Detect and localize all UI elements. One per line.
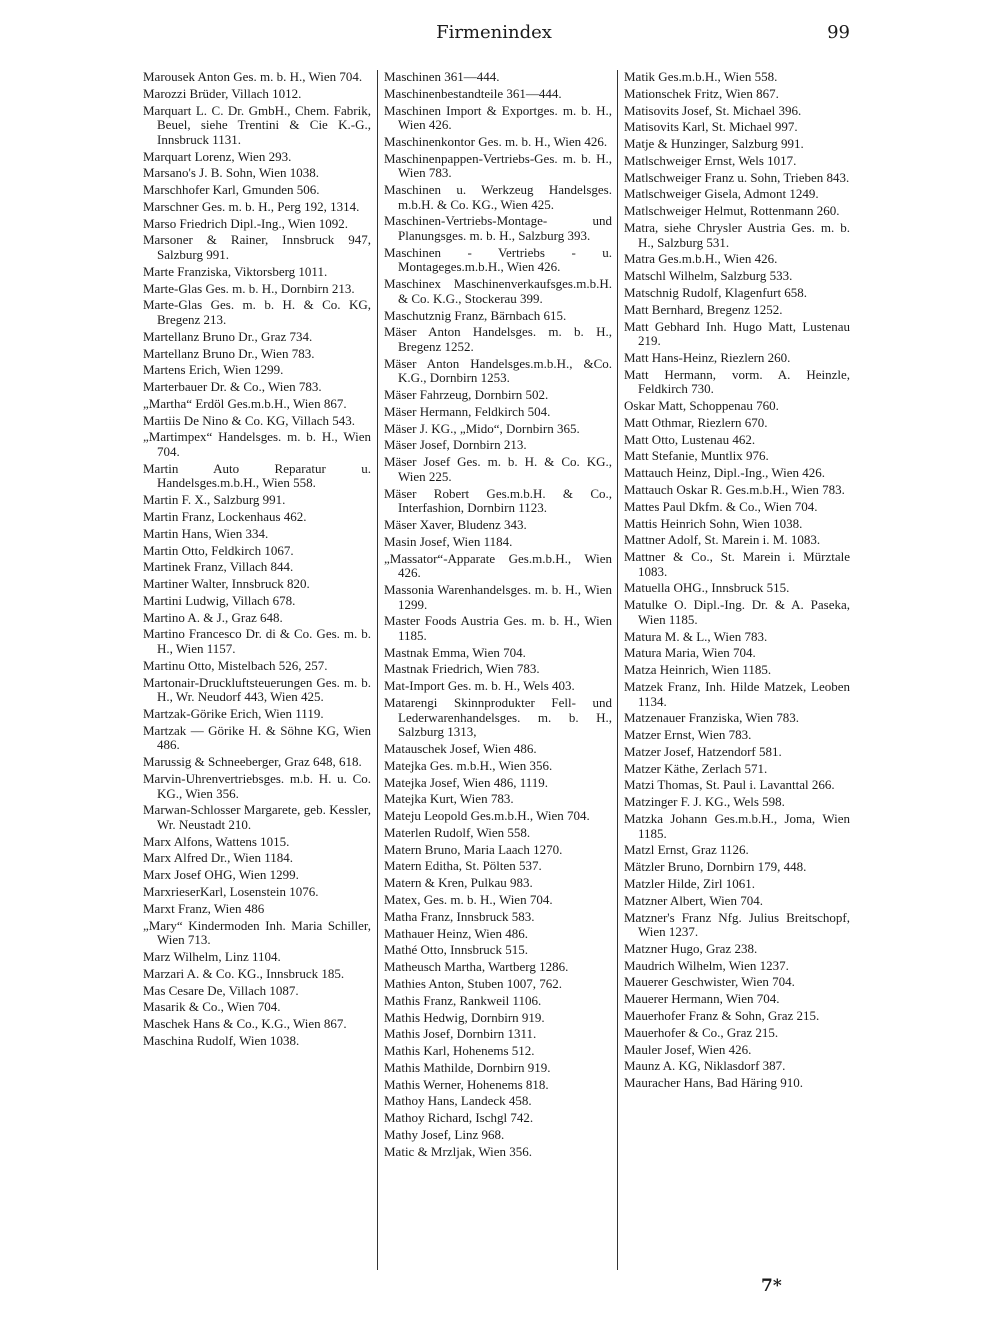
index-entry: Mathis Mathilde, Dornbirn 919. bbox=[384, 1059, 551, 1075]
index-entry: Martin Hans, Wien 334. bbox=[143, 525, 269, 541]
index-entry: Matejka Kurt, Wien 783. bbox=[384, 791, 514, 807]
page-title: Firmenindex bbox=[436, 22, 552, 43]
index-entry: Marx Alfons, Wattens 1015. bbox=[143, 833, 290, 849]
index-entry: Martino Francesco Dr. di & Co. Ges. m. b. H., Wien 1157. bbox=[143, 626, 371, 657]
index-entry: Mateju Leopold Ges.m.b.H., Wien 704. bbox=[384, 808, 590, 824]
index-entry: Maschutznig Franz, Bärnbach 615. bbox=[384, 307, 567, 323]
index-entry: Mauerhofer & Co., Graz 215. bbox=[624, 1024, 779, 1040]
index-entry: Maschina Rudolf, Wien 1038. bbox=[143, 1032, 300, 1048]
index-entry: Martinek Franz, Villach 844. bbox=[143, 559, 294, 575]
index-entry: Matt Hans-Heinz, Riezlern 260. bbox=[624, 349, 791, 365]
index-entry: Marousek Anton Ges. m. b. H., Wien 704. bbox=[143, 69, 363, 84]
index-entry: Mauerer Geschwister, Wien 704. bbox=[624, 974, 795, 990]
index-entry: Matern Bruno, Maria Laach 1270. bbox=[384, 841, 563, 857]
index-entry: Matzer Josef, Hatzendorf 581. bbox=[624, 743, 782, 759]
index-entry: Martini Ludwig, Villach 678. bbox=[143, 592, 296, 608]
index-entry: Marte-Glas Ges. m. b. H., Dornbirn 213. bbox=[143, 280, 355, 296]
index-entry: Marxt Franz, Wien 486 bbox=[143, 900, 265, 916]
page-header bbox=[0, 22, 988, 52]
index-entry: Matschnig Rudolf, Klagenfurt 658. bbox=[624, 284, 808, 300]
index-entry: Matulke O. Dipl.-Ing. Dr. & A. Paseka, Wien 1185. bbox=[624, 597, 850, 627]
index-entry: Maudrich Wilhelm, Wien 1237. bbox=[624, 957, 789, 973]
index-entry: Mäser Fahrzeug, Dornbirn 502. bbox=[384, 387, 549, 403]
index-entry: Matik Ges.m.b.H., Wien 558. bbox=[624, 69, 778, 84]
index-entry: Matisovits Karl, St. Michael 997. bbox=[624, 119, 798, 135]
index-entry: Matuella OHG., Innsbruck 515. bbox=[624, 580, 790, 596]
index-entry: Mathies Anton, Stuben 1007, 762. bbox=[384, 975, 563, 991]
index-entry: Martiner Walter, Innsbruck 820. bbox=[143, 576, 310, 592]
index-entry: Mattauch Oskar R. Ges.m.b.H., Wien 783. bbox=[624, 481, 845, 497]
index-entry: Matschl Wilhelm, Salzburg 533. bbox=[624, 268, 793, 284]
index-entry: Martin F. X., Salzburg 991. bbox=[143, 492, 286, 508]
index-entry: Maschinen u. Werkzeug Handelsges. m.b.H. & Co. KG., Wien 425. bbox=[384, 182, 612, 212]
index-entry: Matern Editha, St. Pölten 537. bbox=[384, 858, 542, 874]
index-entry: Mationschek Fritz, Wien 867. bbox=[624, 85, 779, 101]
index-entry: Maschinen - Vertriebs - u. Montageges.m.b.H., Wien 426. bbox=[384, 244, 612, 275]
index-entry: Matt Stefanie, Muntlix 976. bbox=[624, 448, 769, 464]
index-entry: Matern & Kren, Pulkau 983. bbox=[384, 875, 533, 891]
index-entry: Mathis Franz, Rankweil 1106. bbox=[384, 992, 542, 1008]
index-entry: Mäser Anton Handelsges. m. b. H., Bregenz 1252. bbox=[384, 324, 612, 354]
index-entry: Maschinex Maschinenverkaufsges.m.b.H. & Co. K.G., Stockerau 399. bbox=[384, 276, 612, 306]
index-entry: Mauerhofer Franz & Sohn, Graz 215. bbox=[624, 1008, 820, 1024]
index-entry: Maschinen Import & Exportges. m. b. H., Wien 426. bbox=[384, 102, 612, 133]
index-entry: Matzner Albert, Wien 704. bbox=[624, 892, 763, 908]
index-entry: Marschhofer Karl, Gmunden 506. bbox=[143, 182, 320, 198]
index-entry: Matejka Ges. m.b.H., Wien 356. bbox=[384, 757, 553, 773]
printer-signature-mark: 7* bbox=[761, 1276, 782, 1296]
index-entry: Marquart L. C. Dr. GmbH., Chem. Fabrik, Beuel, siehe Trentini & Cie K.-G., Innsbruck 1131. bbox=[143, 102, 371, 147]
index-entry: Martinu Otto, Mistelbach 526, 257. bbox=[143, 657, 328, 673]
index-entry: Marx Alfred Dr., Wien 1184. bbox=[143, 850, 294, 866]
index-entry: Mat-Import Ges. m. b. H., Wels 403. bbox=[384, 678, 575, 694]
index-entry: Matisovits Josef, St. Michael 396. bbox=[624, 102, 802, 118]
index-entry: Martonair-Druckluftsteuerungen Ges. m. b. H., Wr. Neudorf 443, Wien 425. bbox=[143, 674, 371, 705]
index-entry: Maschinenbestandteile 361—444. bbox=[384, 85, 562, 101]
index-entry: Marso Friedrich Dipl.-Ing., Wien 1092. bbox=[143, 215, 349, 231]
index-entry: Mathis Werner, Hohenems 818. bbox=[384, 1076, 549, 1092]
index-entry: Matje & Hunzinger, Salzburg 991. bbox=[624, 136, 804, 152]
index-entry: Mäser Hermann, Feldkirch 504. bbox=[384, 403, 551, 419]
index-entry: „Martha“ Erdöl Ges.m.b.H., Wien 867. bbox=[143, 395, 347, 411]
index-entry: Materlen Rudolf, Wien 558. bbox=[384, 824, 531, 840]
index-entry: Master Foods Austria Ges. m. b. H., Wien 1185. bbox=[384, 613, 612, 643]
index-entry: Matlschweiger Ernst, Wels 1017. bbox=[624, 152, 797, 168]
page-number: 99 bbox=[827, 22, 850, 43]
index-entry: „Mary“ Kindermoden Inh. Maria Schiller, Wien 713. bbox=[143, 917, 371, 948]
index-entry: Marx Josef OHG, Wien 1299. bbox=[143, 867, 299, 883]
index-entry: Mäser Xaver, Bludenz 343. bbox=[384, 517, 527, 532]
index-entry: Matic & Mrzljak, Wien 356. bbox=[384, 1143, 532, 1159]
index-entry: Mathé Otto, Innsbruck 515. bbox=[384, 942, 529, 958]
index-entry: Massonia Warenhandelsges. m. b. H., Wien 1299. bbox=[384, 581, 612, 612]
index-entry: Matt Othmar, Riezlern 670. bbox=[624, 414, 768, 430]
index-entry: Matzler Hilde, Zirl 1061. bbox=[624, 875, 756, 891]
index-entry: Matura Maria, Wien 704. bbox=[624, 645, 756, 661]
index-entry: Mauerer Hermann, Wien 704. bbox=[624, 991, 780, 1007]
index-entry: Marsoner & Rainer, Innsbruck 947, Salzburg 991. bbox=[143, 232, 371, 263]
index-entry: Mauler Josef, Wien 426. bbox=[624, 1041, 752, 1057]
index-entry: Marz Wilhelm, Linz 1104. bbox=[143, 948, 281, 964]
index-entry: Mauracher Hans, Bad Häring 910. bbox=[624, 1075, 804, 1091]
index-entry: Mäser Josef, Dornbirn 213. bbox=[384, 437, 527, 453]
index-entry: Masin Josef, Wien 1184. bbox=[384, 533, 513, 549]
index-entry: Marquart Lorenz, Wien 293. bbox=[143, 148, 292, 164]
index-entry: Matauschek Josef, Wien 486. bbox=[384, 741, 537, 756]
index-entry: Marte Franziska, Viktorsberg 1011. bbox=[143, 263, 328, 279]
index-entry: Marsano's J. B. Sohn, Wien 1038. bbox=[143, 165, 319, 181]
index-entry: Marterbauer Dr. & Co., Wien 783. bbox=[143, 379, 322, 395]
index-entry: Mattauch Heinz, Dipl.-Ing., Wien 426. bbox=[624, 465, 826, 481]
index-entry: Mathoy Hans, Landeck 458. bbox=[384, 1093, 532, 1109]
index-entry: Mathoy Richard, Ischgl 742. bbox=[384, 1110, 534, 1126]
index-entry: Matzner's Franz Nfg. Julius Breitschopf, Wien 1237. bbox=[624, 909, 850, 940]
column-divider bbox=[617, 70, 618, 1270]
index-entry: Mattner Adolf, St. Marein i. M. 1083. bbox=[624, 532, 821, 548]
index-entry: Marwan-Schlosser Margarete, geb. Kessler, Wr. Neustadt 210. bbox=[143, 802, 371, 832]
index-entry: Matza Heinrich, Wien 1185. bbox=[624, 662, 772, 678]
index-entry: Marzari A. & Co. KG., Innsbruck 185. bbox=[143, 965, 345, 981]
index-entry: Matt Gebhard Inh. Hugo Matt, Lustenau 219. bbox=[624, 318, 850, 349]
index-entry: Maschinen 361—444. bbox=[384, 69, 500, 84]
index-entry: Matura M. & L., Wien 783. bbox=[624, 628, 768, 644]
index-entry: Matzl Ernst, Graz 1126. bbox=[624, 842, 749, 858]
index-entry: „Massator“-Apparate Ges.m.b.H., Wien 426. bbox=[384, 550, 612, 581]
index-entry: Martzak — Görike H. & Söhne KG, Wien 486. bbox=[143, 722, 371, 753]
index-entry: MarxrieserKarl, Losenstein 1076. bbox=[143, 884, 319, 899]
index-entry: Martens Erich, Wien 1299. bbox=[143, 362, 284, 378]
index-entry: Matlschweiger Helmut, Rottenmann 260. bbox=[624, 203, 840, 219]
index-entry: Marussig & Schneeberger, Graz 648, 618. bbox=[143, 754, 362, 770]
index-entry: Matzka Johann Ges.m.b.H., Joma, Wien 1185. bbox=[624, 811, 850, 841]
index-entry: Marvin-Uhrenvertriebsges. m.b. H. u. Co. KG., Wien 356. bbox=[143, 770, 371, 801]
index-entry: Matha Franz, Innsbruck 583. bbox=[384, 908, 535, 924]
index-entry: Mas Cesare De, Villach 1087. bbox=[143, 982, 299, 998]
index-entry: Mäser Anton Handelsges.m.b.H., &Co. K.G., Dornbirn 1253. bbox=[384, 355, 612, 386]
index-entry: Matzek Franz, Inh. Hilde Matzek, Leoben 1134. bbox=[624, 678, 850, 709]
index-entry: Matheusch Martha, Wartberg 1286. bbox=[384, 959, 569, 975]
index-entry: Mastnak Friedrich, Wien 783. bbox=[384, 661, 540, 677]
index-entry: Mathis Hedwig, Dornbirn 919. bbox=[384, 1009, 545, 1025]
index-column-2 bbox=[384, 70, 612, 1162]
index-entry: Martin Auto Reparatur u. Handelsges.m.b.H., Wien 558. bbox=[143, 460, 371, 491]
index-entry: Mattis Heinrich Sohn, Wien 1038. bbox=[624, 515, 803, 531]
index-entry: Matt Bernhard, Bregenz 1252. bbox=[624, 301, 783, 317]
index-entry: Oskar Matt, Schoppenau 760. bbox=[624, 398, 779, 414]
index-entry: Maschinen-Vertriebs-Montage- und Planungsges. m. b. H., Salzburg 393. bbox=[384, 213, 612, 244]
index-entry: Maschinenpappen-Vertriebs-Ges. m. b. H., Wien 783. bbox=[384, 150, 612, 181]
index-entry: Maschinenkontor Ges. m. b. H., Wien 426. bbox=[384, 133, 608, 149]
index-entry: Martin Otto, Feldkirch 1067. bbox=[143, 542, 294, 558]
index-entry: Matra, siehe Chrysler Austria Ges. m. b. H., Salzburg 531. bbox=[624, 220, 850, 250]
index-entry: Matlschweiger Franz u. Sohn, Trieben 843. bbox=[624, 169, 850, 185]
index-entry: Matex, Ges. m. b. H., Wien 704. bbox=[384, 892, 553, 908]
index-entry: Maschek Hans & Co., K.G., Wien 867. bbox=[143, 1016, 347, 1032]
index-entry: Matzi Thomas, St. Paul i. Lavanttal 266. bbox=[624, 777, 835, 793]
index-entry: „Martimpex“ Handelsges. m. b. H., Wien 704. bbox=[143, 429, 371, 460]
column-divider bbox=[377, 70, 378, 1270]
index-entry: Mattes Paul Dkfm. & Co., Wien 704. bbox=[624, 498, 818, 514]
index-entry: Marschner Ges. m. b. H., Perg 192, 1314. bbox=[143, 198, 360, 214]
index-entry: Martin Franz, Lockenhaus 462. bbox=[143, 508, 307, 524]
index-entry: Mathauer Heinz, Wien 486. bbox=[384, 925, 528, 941]
index-entry: Mastnak Emma, Wien 704. bbox=[384, 644, 526, 660]
index-entry: Martellanz Bruno Dr., Graz 734. bbox=[143, 328, 313, 344]
index-entry: Marozzi Brüder, Villach 1012. bbox=[143, 85, 302, 101]
index-entry: Matzer Ernst, Wien 783. bbox=[624, 727, 752, 743]
index-entry: Maunz A. KG, Niklasdorf 387. bbox=[624, 1058, 786, 1074]
index-entry: Masarik & Co., Wien 704. bbox=[143, 999, 281, 1015]
index-entry: Martellanz Bruno Dr., Wien 783. bbox=[143, 345, 315, 361]
index-entry: Matt Hermann, vorm. A. Heinzle, Feldkirch 730. bbox=[624, 366, 850, 397]
index-entry: Mathis Karl, Hohenems 512. bbox=[384, 1043, 535, 1059]
index-entry: Martino A. & J., Graz 648. bbox=[143, 609, 283, 625]
index-entry: Matzner Hugo, Graz 238. bbox=[624, 940, 758, 956]
index-entry: Matt Otto, Lustenau 462. bbox=[624, 431, 756, 447]
index-entry: Mathy Josef, Linz 968. bbox=[384, 1126, 505, 1142]
index-entry: Mattner & Co., St. Marein i. Mürztale 1083. bbox=[624, 549, 850, 579]
index-entry: Martiis De Nino & Co. KG, Villach 543. bbox=[143, 412, 356, 428]
index-entry: Matzenauer Franziska, Wien 783. bbox=[624, 710, 800, 726]
index-entry: Matarengi Skinnprodukter Fell- und Lederwarenhandelsges. m. b. H., Salzburg 1313, bbox=[384, 695, 612, 740]
index-column-1 bbox=[143, 70, 371, 1051]
index-entry: Matejka Josef, Wien 486, 1119. bbox=[384, 774, 548, 790]
index-entry: Martzak-Görike Erich, Wien 1119. bbox=[143, 705, 324, 721]
index-entry: Matlschweiger Gisela, Admont 1249. bbox=[624, 186, 819, 202]
index-entry: Matzinger F. J. KG., Wels 598. bbox=[624, 794, 785, 810]
index-entry: Marte-Glas Ges. m. b. H. & Co. KG, Bregenz 213. bbox=[143, 297, 371, 327]
index-entry: Mäser Robert Ges.m.b.H. & Co., Interfashion, Dornbirn 1123. bbox=[384, 485, 612, 516]
index-entry: Mäser J. KG., „Mido“, Dornbirn 365. bbox=[384, 420, 580, 436]
index-entry: Mäser Josef Ges. m. b. H. & Co. KG., Wien 225. bbox=[384, 454, 612, 484]
index-entry: Matra Ges.m.b.H., Wien 426. bbox=[624, 251, 778, 267]
index-entry: Mathis Josef, Dornbirn 1311. bbox=[384, 1026, 537, 1042]
index-entry: Mätzler Bruno, Dornbirn 179, 448. bbox=[624, 859, 807, 875]
index-entry: Matzer Käthe, Zerlach 571. bbox=[624, 760, 768, 776]
index-column-3 bbox=[624, 70, 850, 1093]
